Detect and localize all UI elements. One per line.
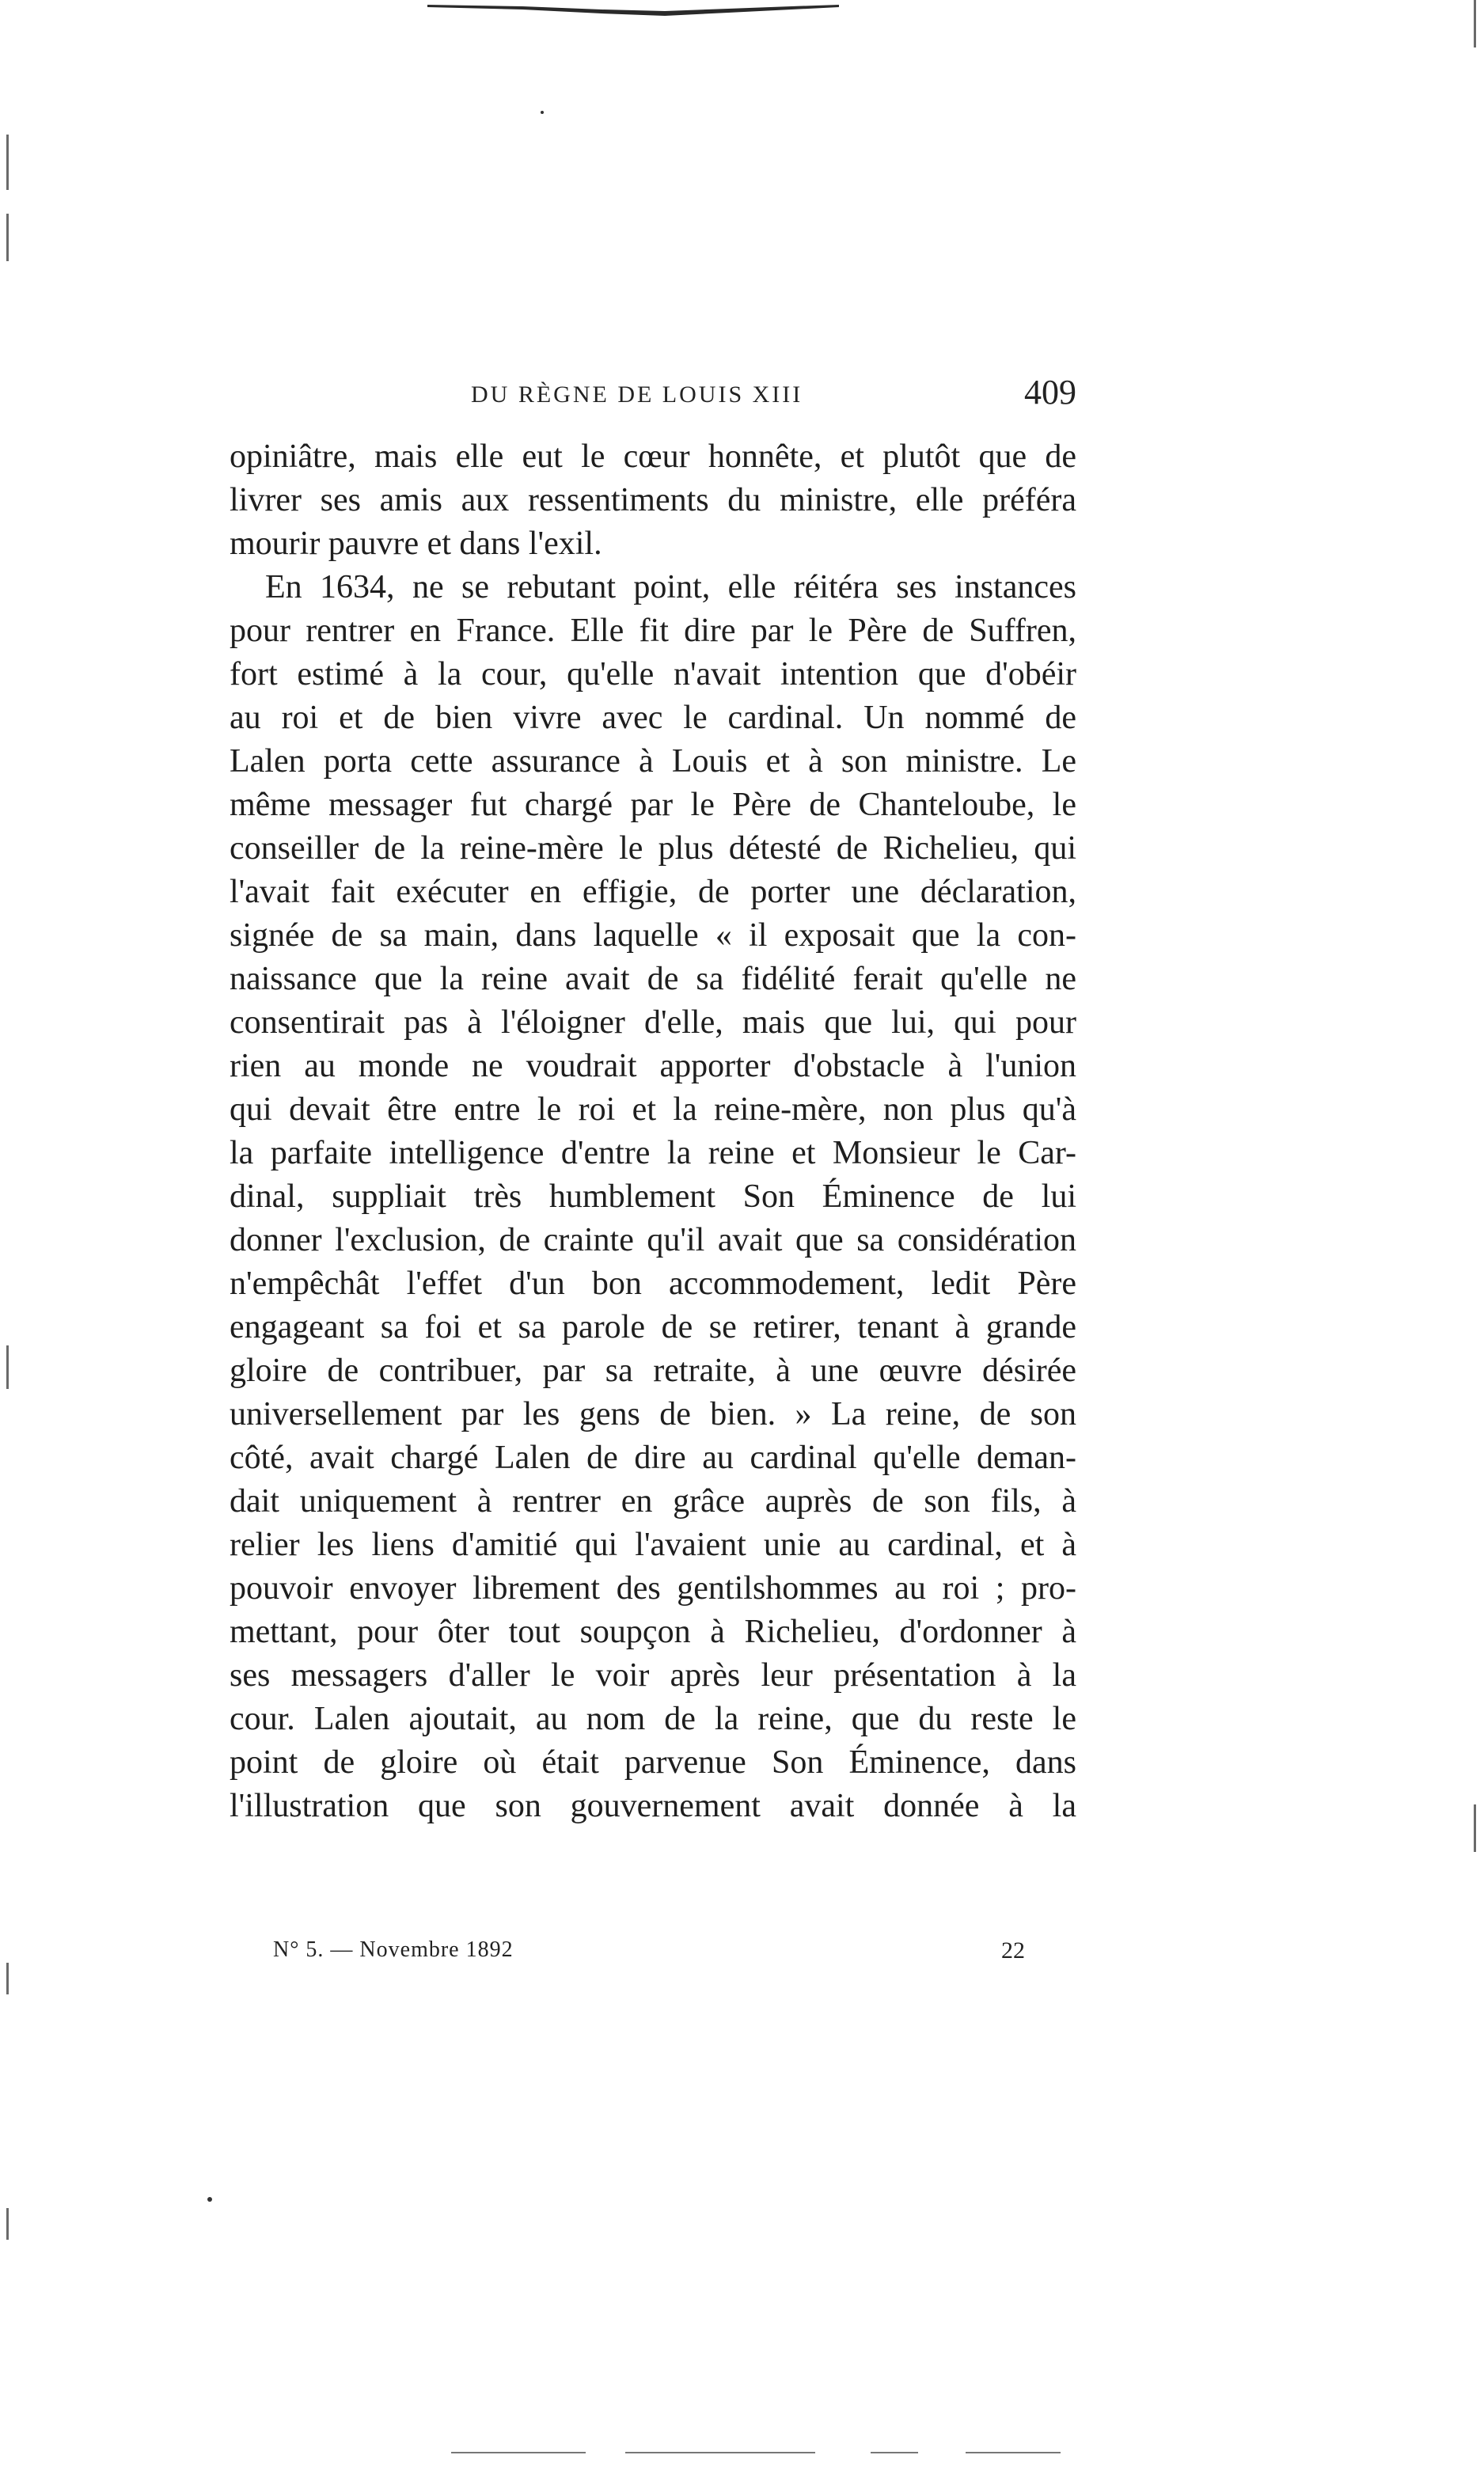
text-line: mourir pauvre et dans l'exil. <box>230 526 602 562</box>
scan-bottom-rule <box>451 2452 586 2453</box>
scan-speck <box>541 111 544 114</box>
margin-scan-mark <box>6 135 9 190</box>
margin-scan-mark <box>6 1345 9 1389</box>
text-line: point de gloire où était parvenue Son Éminence, dans <box>230 1744 1076 1781</box>
text-line: l'illustration que son gouvernement avait donnée à la <box>230 1788 1076 1824</box>
text-line: au roi et de bien vivre avec le cardinal. Un nommé de <box>230 700 1076 736</box>
text-line: cour. Lalen ajoutait, au nom de la reine, que du reste le <box>230 1701 1076 1737</box>
text-line: donner l'exclusion, de crainte qu'il avait que sa considération <box>230 1222 1076 1258</box>
signature-mark: N° 5. — Novembre 1892 <box>273 1937 514 1962</box>
text-line: rien au monde ne voudrait apporter d'obstacle à l'union <box>230 1048 1076 1084</box>
text-line: conseiller de la reine-mère le plus détesté de Richelieu, qui <box>230 830 1076 867</box>
text-line: livrer ses amis aux ressentiments du ministre, elle préféra <box>230 482 1076 518</box>
text-line: dait uniquement à rentrer en grâce auprès de son fils, à <box>230 1483 1076 1520</box>
scan-bottom-rule <box>871 2452 918 2453</box>
text-line: opiniâtre, mais elle eut le cœur honnête, et plutôt que de <box>230 438 1076 475</box>
text-line: mettant, pour ôter tout soupçon à Richelieu, d'ordonner à <box>230 1614 1076 1650</box>
margin-scan-mark <box>6 214 9 261</box>
text-line: signée de sa main, dans laquelle « il exposait que la con- <box>230 917 1076 954</box>
page-number: 409 <box>1024 373 1076 412</box>
margin-scan-mark <box>6 2208 9 2240</box>
text-line: côté, avait chargé Lalen de dire au cardinal qu'elle deman- <box>230 1440 1076 1476</box>
text-line: fort estimé à la cour, qu'elle n'avait intention que d'obéir <box>230 656 1076 692</box>
text-line: Lalen porta cette assurance à Louis et à son ministre. Le <box>230 743 1076 780</box>
text-line: consentirait pas à l'éloigner d'elle, mais que lui, qui pour <box>230 1004 1076 1041</box>
text-line: pouvoir envoyer librement des gentilshommes au roi ; pro- <box>230 1570 1076 1607</box>
text-line: relier les liens d'amitié qui l'avaient unie au cardinal, et à <box>230 1527 1076 1563</box>
margin-scan-mark <box>1474 1804 1476 1852</box>
text-line: la parfaite intelligence d'entre la reine et Monsieur le Car- <box>230 1135 1076 1171</box>
page-header <box>230 372 1076 419</box>
text-line: même messager fut chargé par le Père de Chanteloube, le <box>230 787 1076 823</box>
text-line: engageant sa foi et sa parole de se retirer, tenant à grande <box>230 1309 1076 1345</box>
text-line: dinal, suppliait très humblement Son Éminence de lui <box>230 1178 1076 1215</box>
body-text <box>230 435 1076 1828</box>
scan-bottom-rule <box>966 2452 1061 2453</box>
page-footer <box>273 1937 1025 1977</box>
text-line: En 1634, ne se rebutant point, elle réitéra ses instances <box>265 569 1076 605</box>
text-line: n'empêchât l'effet d'un bon accommodement, ledit Père <box>230 1265 1076 1302</box>
scan-bottom-rule <box>625 2452 815 2453</box>
text-line: qui devait être entre le roi et la reine-mère, non plus qu'à <box>230 1091 1076 1128</box>
scan-edge-artifact <box>427 0 839 17</box>
text-line: universellement par les gens de bien. » La reine, de son <box>230 1396 1076 1432</box>
text-line: gloire de contribuer, par sa retraite, à une œuvre désirée <box>230 1353 1076 1389</box>
text-line: pour rentrer en France. Elle fit dire par le Père de Suffren, <box>230 613 1076 649</box>
running-head: DU RÈGNE DE LOUIS XIII <box>471 381 803 408</box>
margin-scan-mark <box>1474 0 1476 47</box>
sheet-number: 22 <box>1001 1937 1025 1964</box>
scan-speck <box>207 2197 212 2202</box>
text-line: naissance que la reine avait de sa fidélité ferait qu'elle ne <box>230 961 1076 997</box>
margin-scan-mark <box>6 1963 9 1994</box>
text-line: ses messagers d'aller le voir après leur présentation à la <box>230 1657 1076 1694</box>
text-line: l'avait fait exécuter en effigie, de porter une déclaration, <box>230 874 1076 910</box>
